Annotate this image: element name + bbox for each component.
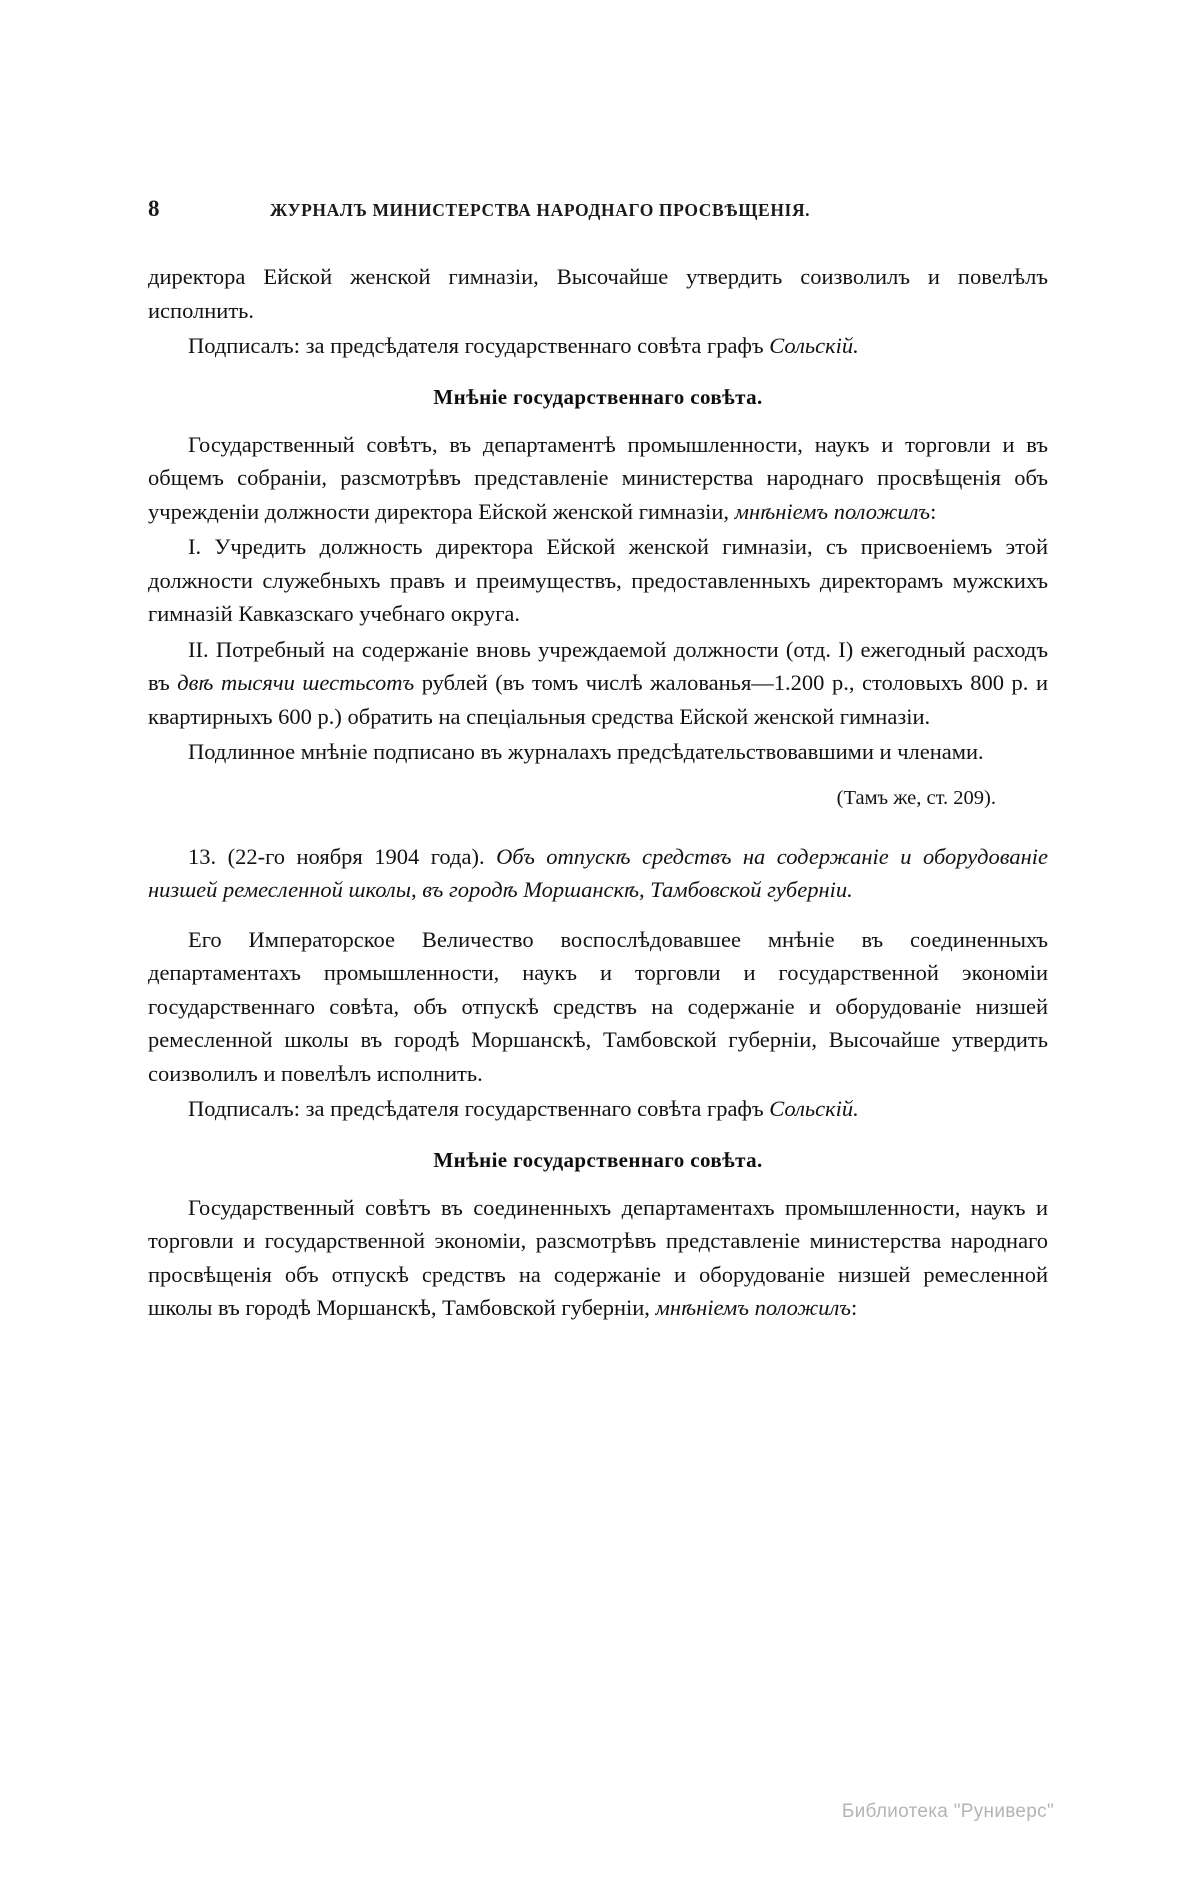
page-number: 8 [148, 196, 160, 221]
source-citation: (Тамъ же, ст. 209). [836, 786, 996, 809]
paragraph-item-13 [148, 840, 1048, 907]
paragraph-clause-i [148, 530, 1048, 631]
paragraph-original-signed [148, 735, 1048, 769]
emphasis-text: мнѣніемъ положилъ [655, 1295, 851, 1320]
paragraph-text: II. Потребный на содержаніе вновь учреждаемой должности (отд. I) ежегодный расходъ въ [148, 636, 1048, 695]
paragraph-signature-2 [148, 1092, 1048, 1126]
paragraph-text: директора Ейской женской гимназіи, Высочайше утвердить соизволилъ и повелѣлъ исполнить. [148, 264, 1048, 323]
section-heading-2: Мнѣніе государственнаго совѣта. [433, 1147, 763, 1172]
signature-name: Сольскій. [769, 333, 859, 358]
paragraph-text: Его Императорское Величество воспослѣдовавшее мнѣніе въ соединенныхъ департаментахъ промышленности, наукъ и торговли и государственной экономіи государственнаго совѣта, объ отпускѣ средствъ на содержаніе и оборудованіе низшей ремесленной школы въ городѣ Моршанскѣ, Тамбовской губерніи, Высочайше утвердить соизволилъ и повелѣлъ исполнить. [148, 926, 1048, 1086]
section-heading-1: Мнѣніе государственнаго совѣта. [433, 384, 763, 409]
page-header [148, 196, 1048, 230]
library-watermark: Библиотека "Руниверс" [841, 1801, 1054, 1822]
signature-prefix: Подписалъ: за предсѣдателя государственнаго совѣта графъ [188, 1096, 770, 1121]
paragraph-text-tail: : [930, 498, 937, 524]
paragraph-text-tail: : [850, 1295, 858, 1320]
running-title: ЖУРНАЛЪ МИНИСТЕРСТВА НАРОДНАГО ПРОСВѢЩЕНІЯ. [270, 200, 811, 220]
paragraph-text: Государственный совѣтъ, въ департаментѣ промышленности, наукъ и торговли и въ общемъ собраніи, разсмотрѣвъ представленіе министерства народнаго просвѣщенія объ учрежденіи должности директора Ейской женской гимназіи, [148, 431, 1048, 524]
paragraph-signature-1 [148, 329, 1048, 363]
paragraph-text: I. Учредить должность директора Ейской женской гимназіи, съ присвоеніемъ этой должности служебныхъ правъ и преимуществъ, предоставленныхъ директорамъ мужскихъ гимназій Кавказскаго учебнаго округа. [148, 534, 1048, 626]
paragraph-text-tail: рублей (въ томъ числѣ жалованья—1.200 р., столовыхъ 800 р. и квартирныхъ 600 р.) обратить на спеціальныя средства Ейской женской гимназіи. [148, 670, 1048, 729]
paragraph-continuation [148, 260, 1048, 327]
paragraph-council-opinion-1 [148, 428, 1048, 529]
emphasis-text: двѣ тысячи шестьсотъ [177, 670, 415, 695]
paragraph-council-opinion-2 [148, 1191, 1048, 1325]
paragraph-text: Подлинное мнѣніе подписано въ журналахъ предсѣдательствовавшими и членами. [188, 739, 984, 764]
paragraph-spacer [148, 909, 1048, 923]
section-spacer [148, 810, 1048, 840]
signature-name: Сольскій. [769, 1096, 859, 1121]
page-content [148, 196, 1048, 1327]
paragraph-clause-ii [148, 633, 1048, 734]
paragraph-text: Государственный совѣтъ въ соединенныхъ департаментахъ промышленности, наукъ и торговли и государственной экономіи, разсмотрѣвъ представленіе министерства народнаго просвѣщенія объ отпускѣ средствъ на содержаніе и оборудованіе низшей ремесленной школы въ городѣ Моршанскѣ, Тамбовской губерніи, [148, 1194, 1048, 1320]
emphasis-text: мнѣніемъ положилъ [734, 498, 931, 524]
item-number: 13. (22-го ноября 1904 года). [188, 843, 497, 869]
item-title: Объ отпускѣ средствъ на содержаніе и оборудованіе низшей ремесленной школы, въ городѣ Моршанскѣ, Тамбовской губерніи. [148, 843, 1049, 902]
signature-prefix: Подписалъ: за предсѣдателя государственнаго совѣта графъ [188, 333, 770, 358]
paragraph-imperial-decree [148, 923, 1048, 1091]
